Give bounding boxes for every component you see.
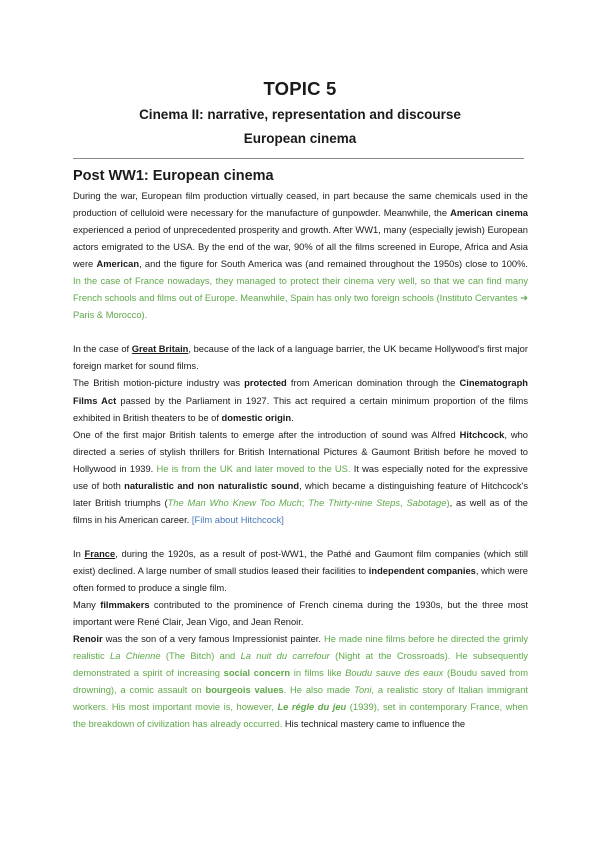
horizontal-divider xyxy=(73,158,524,159)
subtitle-cinema-ii: Cinema II: narrative, representation and discourse xyxy=(139,107,461,122)
topic-title: TOPIC 5 xyxy=(263,78,337,99)
paragraph-renoir: Renoir was the son of a very famous Impressionist painter. He made nine films before he directed the grimly realistic La Chienne (The Bitch) and La nuit du carrefour (Night at the Crossroads). He subsequently demonstrated a spirit of increasing social concern in films like Boudu sauve des eaux (Boudu saved from drowning), a comic assault on bourgeois values. He also made Toni, a realistic story of Italian immigrant workers. His most important movie is, however, Le régle du jeu (1939), set in contemporary France, when the breakdown of civilization has already occurred. His technical mastery came to influence the xyxy=(73,634,528,730)
green-note: In the case of France nowadays, they managed to protect their cinema very well, so that we can find many French schools and films out of Europe. Meanwhile, Spain has only two foreign schools (Instituto Cervantes ➜ Paris & Morocco). xyxy=(73,276,529,321)
paragraph-hitchcock: One of the first major British talents to emerge after the introduction of sound was Alfred Hitchcock, who directed a series of stylish thrillers for British International Pictures & Gaumont British before he moved to Hollywood in 1939. He is from the UK and later moved to the US. It was especially noted for the expressive use of both naturalistic and non naturalistic sound, which became a distinguishing feature of Hitchcock's later British triumphs (The Man Who Knew Too Much; The Thirty-nine Steps, Sabotage), as well as of the films in his American career. [Film about Hitchcock] xyxy=(73,429,528,525)
section-heading: Post WW1: European cinema xyxy=(73,168,274,184)
hitchcock-film-link[interactable]: [Film about Hitchcock] xyxy=(191,514,284,525)
body-text xyxy=(73,188,528,733)
subtitle-european-cinema: European cinema xyxy=(243,131,357,146)
paragraph-france: In France, during the 1920s, as a result of post-WW1, the Pathé and Gaumont film companies (which still exist) declined. A large number of small studios leased their facilities to independent companies, which were often formed to produce a single film. xyxy=(73,548,529,593)
paragraph-postwar: During the war, European film production virtually ceased, in part because the same chemicals used in the production of celluloid were necessary for the manufacture of gunpowder. Meanwhile, the American cinema experienced a period of unprecedented prosperity and growth. After WW1, many (especially jewish) European actors emigrated to the USA. By the end of the war, 90% of all the films screened in Europe, Africa and Asia were American, and the figure for South America was (and remained throughout the 1950s) close to 100%. In the case of France nowadays, they managed to protect their cinema very well, so that we can find many French schools and films out of Europe. Meanwhile, Spain has only two foreign schools (Instituto Cervantes ➜ Paris & Morocco). xyxy=(73,191,529,321)
paragraph-great-britain: In the case of Great Britain, because of the lack of a language barrier, the UK became Hollywood's first major foreign market for sound films. xyxy=(73,344,528,372)
paragraph-films-act: The British motion-picture industry was protected from American domination through the Cinematograph Films Act passed by the Parliament in 1927. This act required a certain minimum proportion of the films exhibited in British theaters to be of domestic origin. xyxy=(73,378,528,423)
paragraph-filmmakers: Many filmmakers contributed to the prominence of French cinema during the 1930s, but the three most important were René Clair, Jean Vigo, and Jean Renoir. xyxy=(73,600,528,628)
